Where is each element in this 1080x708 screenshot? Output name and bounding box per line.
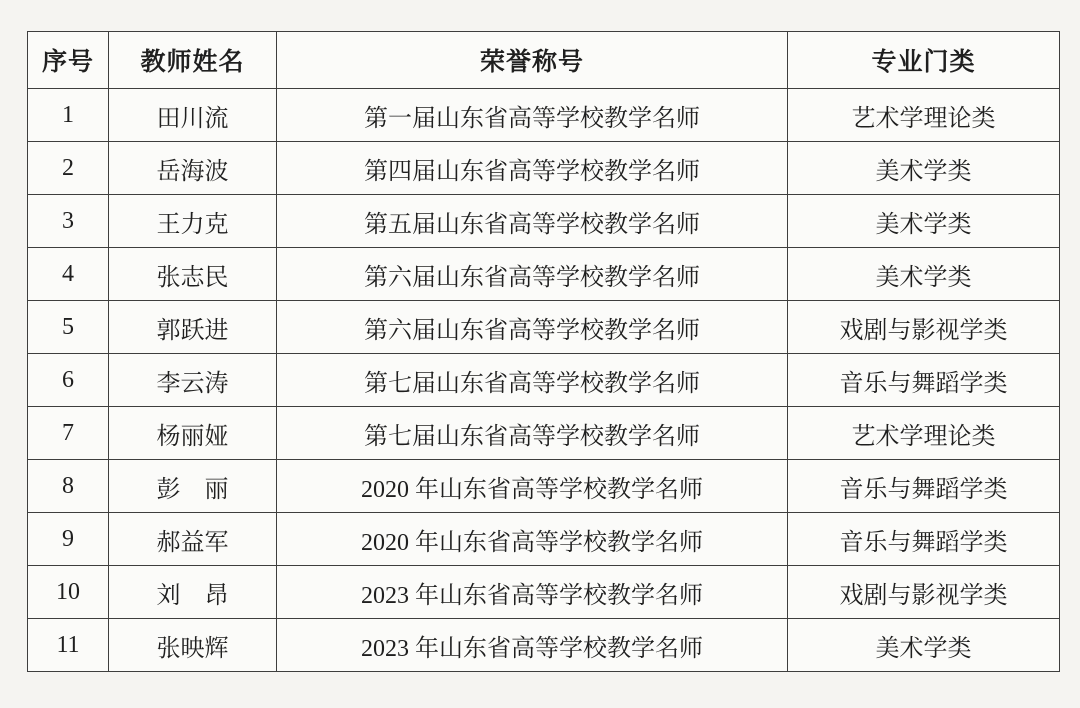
table-row (28, 460, 1060, 513)
cell-honor-title: 第一届山东省高等学校教学名师 (277, 89, 788, 142)
table-row (28, 513, 1060, 566)
cell-major-category: 美术学类 (788, 248, 1060, 301)
cell-honor-title: 第七届山东省高等学校教学名师 (277, 354, 788, 407)
cell-honor-title: 第四届山东省高等学校教学名师 (277, 142, 788, 195)
column-header-honor-title: 荣誉称号 (277, 32, 788, 89)
cell-teacher-name: 李云涛 (109, 354, 277, 407)
cell-honor-title: 2023 年山东省高等学校教学名师 (277, 619, 788, 672)
column-header-no: 序号 (28, 32, 109, 89)
cell-no: 7 (28, 407, 109, 460)
cell-no: 3 (28, 195, 109, 248)
table-row (28, 248, 1060, 301)
column-header-teacher-name: 教师姓名 (109, 32, 277, 89)
table-row (28, 142, 1060, 195)
cell-no: 2 (28, 142, 109, 195)
cell-major-category: 音乐与舞蹈学类 (788, 513, 1060, 566)
column-header-major-category: 专业门类 (788, 32, 1060, 89)
cell-major-category: 艺术学理论类 (788, 407, 1060, 460)
cell-teacher-name: 刘 昂 (109, 566, 277, 619)
cell-honor-title: 2023 年山东省高等学校教学名师 (277, 566, 788, 619)
cell-honor-title: 第五届山东省高等学校教学名师 (277, 195, 788, 248)
table-header-row (28, 32, 1060, 89)
cell-major-category: 美术学类 (788, 195, 1060, 248)
cell-no: 5 (28, 301, 109, 354)
table-row (28, 301, 1060, 354)
cell-major-category: 音乐与舞蹈学类 (788, 354, 1060, 407)
cell-no: 4 (28, 248, 109, 301)
cell-teacher-name: 张志民 (109, 248, 277, 301)
cell-teacher-name: 杨丽娅 (109, 407, 277, 460)
cell-honor-title: 2020 年山东省高等学校教学名师 (277, 460, 788, 513)
cell-honor-title: 第六届山东省高等学校教学名师 (277, 301, 788, 354)
cell-major-category: 戏剧与影视学类 (788, 566, 1060, 619)
cell-major-category: 艺术学理论类 (788, 89, 1060, 142)
cell-teacher-name: 郝益军 (109, 513, 277, 566)
table-row (28, 195, 1060, 248)
table-row (28, 566, 1060, 619)
cell-no: 6 (28, 354, 109, 407)
cell-teacher-name: 田川流 (109, 89, 277, 142)
cell-no: 1 (28, 89, 109, 142)
cell-teacher-name: 岳海波 (109, 142, 277, 195)
cell-no: 11 (28, 619, 109, 672)
cell-teacher-name: 张映辉 (109, 619, 277, 672)
cell-major-category: 美术学类 (788, 619, 1060, 672)
cell-major-category: 美术学类 (788, 142, 1060, 195)
cell-major-category: 音乐与舞蹈学类 (788, 460, 1060, 513)
cell-honor-title: 第六届山东省高等学校教学名师 (277, 248, 788, 301)
cell-no: 8 (28, 460, 109, 513)
table-row (28, 89, 1060, 142)
table-row (28, 619, 1060, 672)
cell-no: 10 (28, 566, 109, 619)
cell-teacher-name: 王力克 (109, 195, 277, 248)
table-row (28, 407, 1060, 460)
table-row (28, 354, 1060, 407)
cell-honor-title: 第七届山东省高等学校教学名师 (277, 407, 788, 460)
cell-major-category: 戏剧与影视学类 (788, 301, 1060, 354)
cell-teacher-name: 郭跃进 (109, 301, 277, 354)
teacher-honor-table (27, 31, 1060, 672)
cell-honor-title: 2020 年山东省高等学校教学名师 (277, 513, 788, 566)
cell-no: 9 (28, 513, 109, 566)
cell-teacher-name: 彭 丽 (109, 460, 277, 513)
